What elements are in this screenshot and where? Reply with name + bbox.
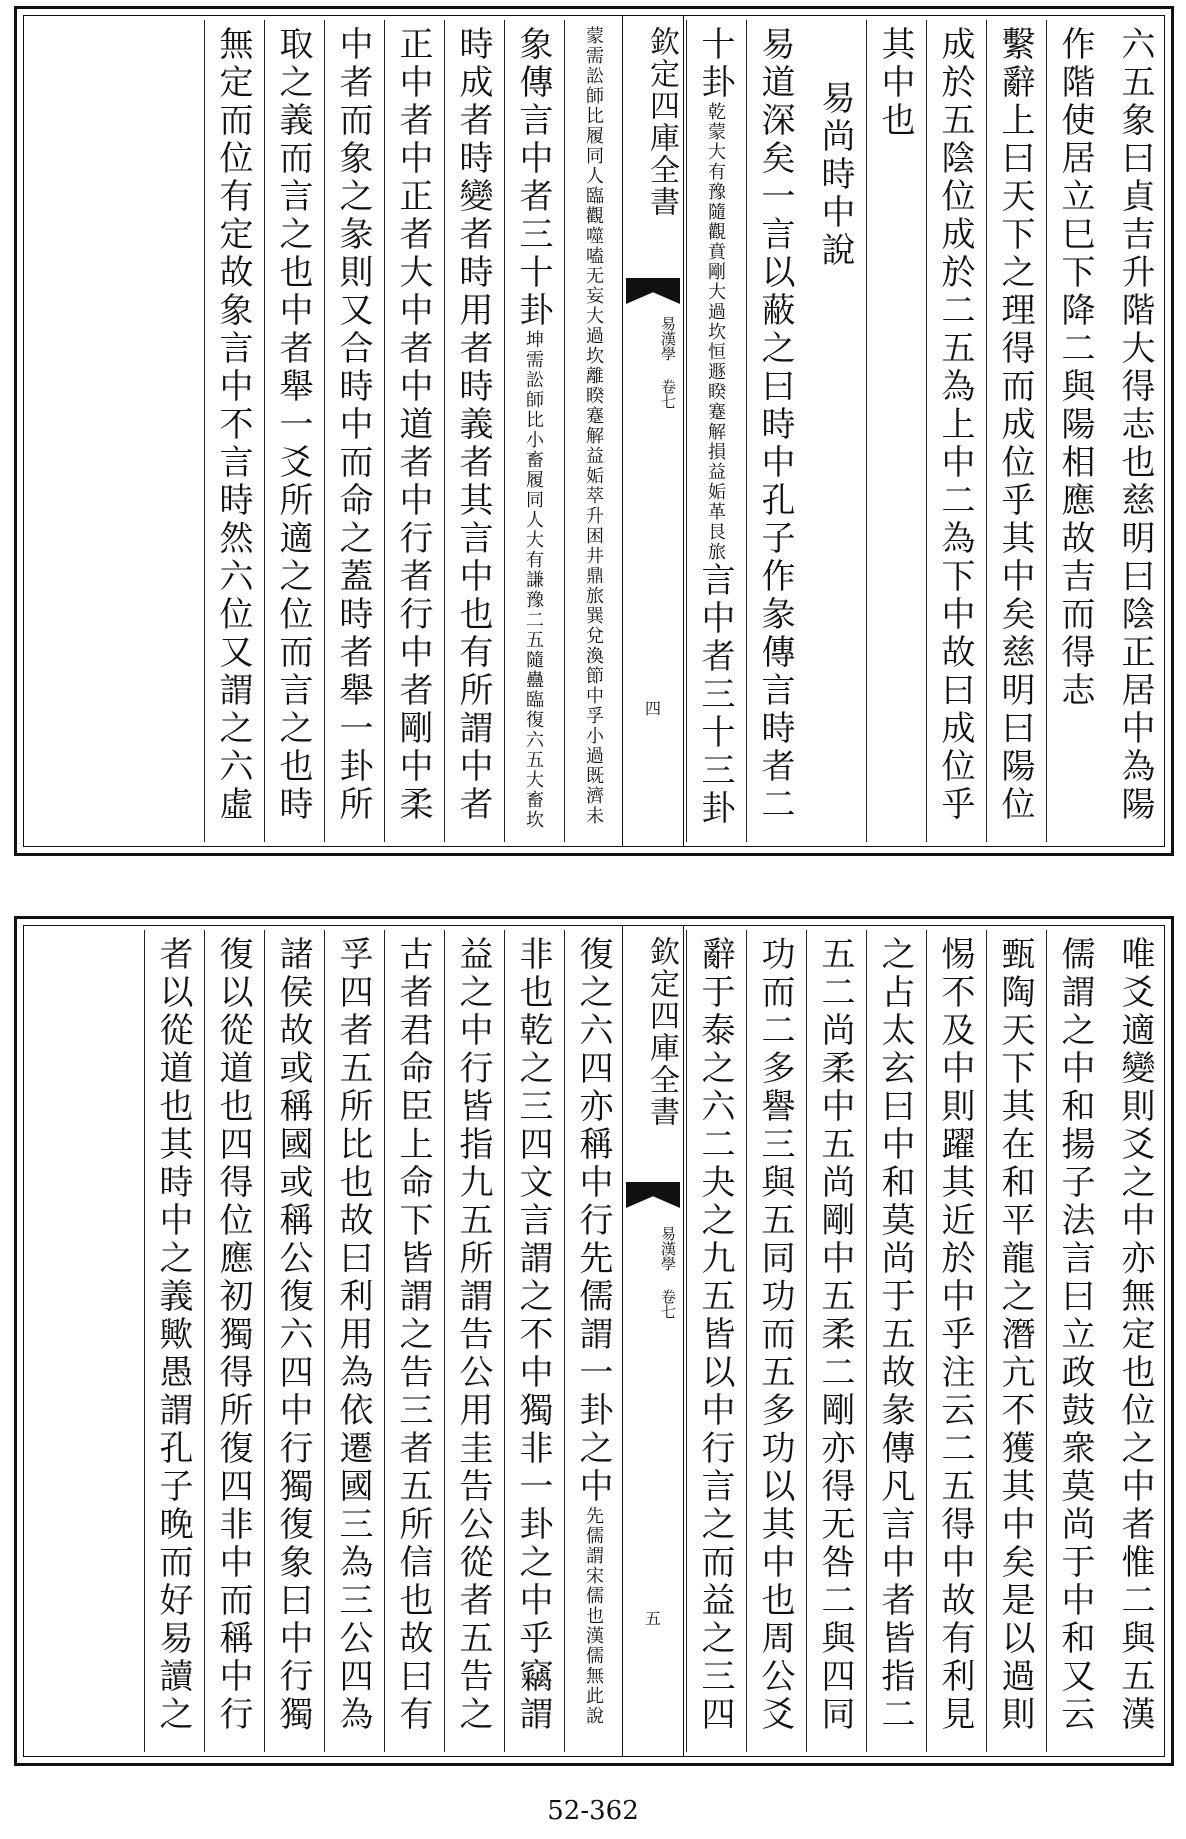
fish-tail-ornament: [626, 278, 680, 304]
bottom-page: [14, 916, 1174, 1766]
text-column: 功而二多譽三與五同功而五多功以其中也周公爻: [746, 930, 804, 1752]
column-main-text: 復之六四亦稱中行先儒謂一卦之中: [573, 936, 613, 1506]
interlinear-note: 先儒謂宋儒也漢儒無此說: [583, 1506, 604, 1726]
book-title: 易漢學: [659, 316, 677, 361]
volume-label: 卷七: [659, 1289, 677, 1319]
text-column: 孚四者五所比也故曰利用為依遷國三為三公四為: [324, 930, 382, 1752]
text-column: 益之中行皆指九五所謂告公用圭告公從者五告之: [444, 930, 502, 1752]
column-main-text: 象傳言中者三十卦: [513, 26, 553, 330]
text-column: 惕不及中則躍其近於中乎注云二五得中故有利見: [926, 930, 984, 1752]
text-column: 中者而象之彖則又合時中而命之蓋時者舉一卦所: [324, 20, 382, 842]
column-main-text: 十卦: [695, 26, 735, 102]
text-column: 復以從道也四得位應初獨得所復四非中而稱中行: [204, 930, 262, 1752]
text-column: 六五象曰貞吉升階大得志也慈明曰陰正居中為陽: [1115, 26, 1155, 824]
text-column: 時成者時變者時用者時義者其言中也有所謂中者: [444, 20, 502, 842]
book-and-volume: [629, 316, 677, 536]
text-column: 非也乾之三四文言謂之不中獨非一卦之中乎竊謂: [504, 930, 562, 1752]
text-column: 儒謂之中和揚子法言曰立政鼓衆莫尚于中和又云: [1046, 930, 1104, 1752]
text-column: 五二尚柔中五尚剛中五柔二剛亦得无咎二與四同: [806, 930, 864, 1752]
interlinear-note: 坤需訟師比小畜履同人大有謙豫二五隨蠱臨復六五大畜坎: [523, 330, 544, 830]
text-column: 成於五陰位成於二五為上中二為下中故曰成位乎: [926, 20, 984, 842]
text-column: 取之義而言之也中者舉一爻所適之位而言之也時: [264, 20, 322, 842]
folio-number: 四: [644, 699, 661, 718]
text-column: 無定而位有定故象言中不言時然六位又謂之六虛: [204, 20, 262, 842]
text-column-note: [564, 20, 622, 842]
text-column: 辭于泰之六二夬之九五皆以中行言之而益之三四: [686, 930, 744, 1752]
section-title: 易尚時中說: [815, 80, 855, 270]
book-and-volume: [629, 1226, 677, 1446]
text-column: 繫辭上曰天下之理得而成位乎其中矣慈明曰陽位: [986, 20, 1044, 842]
interlinear-note: 乾蒙大有豫隨觀賁剛大過坎恒遯睽蹇解損益姤革艮旅: [705, 102, 726, 562]
text-column: 甄陶天下其在和平龍之潛亢不獲其中矣是以過則: [986, 930, 1044, 1752]
text-column: 其中也: [866, 20, 924, 842]
text-column: 正中者中正者大中者中道者中行者行中者剛中柔: [384, 20, 442, 842]
text-column: 之占太玄曰中和莫尚于五故彖傳凡言中者皆指二: [866, 930, 924, 1752]
volume-label: 卷七: [659, 379, 677, 409]
text-column: 作階使居立巳下降二與陽相應故吉而得志: [1046, 20, 1104, 842]
center-rail: [622, 926, 684, 1756]
text-column: 者以從道也其時中之義歟愚謂孔子晚而好易讀之: [144, 930, 202, 1752]
text-column-with-note: [504, 20, 562, 842]
column-tail-text: 言中者三十三卦: [695, 562, 735, 828]
bottom-page-frame: [23, 925, 1165, 1757]
top-page: [14, 6, 1174, 856]
text-column-with-note: [686, 20, 744, 842]
text-column: 古者君命臣上命下皆謂之告三者五所信也故曰有: [384, 930, 442, 1752]
sheet-title: 欽定四庫全書: [644, 936, 679, 1128]
text-column: 唯爻適變則爻之中亦無定也位之中者惟二與五漢: [1115, 936, 1155, 1734]
center-rail: [622, 16, 684, 846]
page-number: 52-362: [547, 1796, 639, 1826]
fish-tail-ornament: [626, 1182, 680, 1208]
text-column: 易道深矣一言以蔽之曰時中孔子作彖傳言時者二: [746, 20, 804, 842]
interlinear-note: 蒙需訟師比履同人臨觀噬嗑无妄大過坎離睽蹇解益姤萃升困井鼎旅巽兌渙節中孚小過既濟未: [583, 26, 604, 826]
text-column: 諸侯故或稱國或稱公復六四中行獨復象曰中行獨: [264, 930, 322, 1752]
top-page-frame: [23, 15, 1165, 847]
book-title: 易漢學: [659, 1226, 677, 1271]
text-column-with-note: [564, 930, 622, 1752]
sheet-title: 欽定四庫全書: [644, 26, 679, 218]
folio-number: 五: [644, 1609, 661, 1628]
